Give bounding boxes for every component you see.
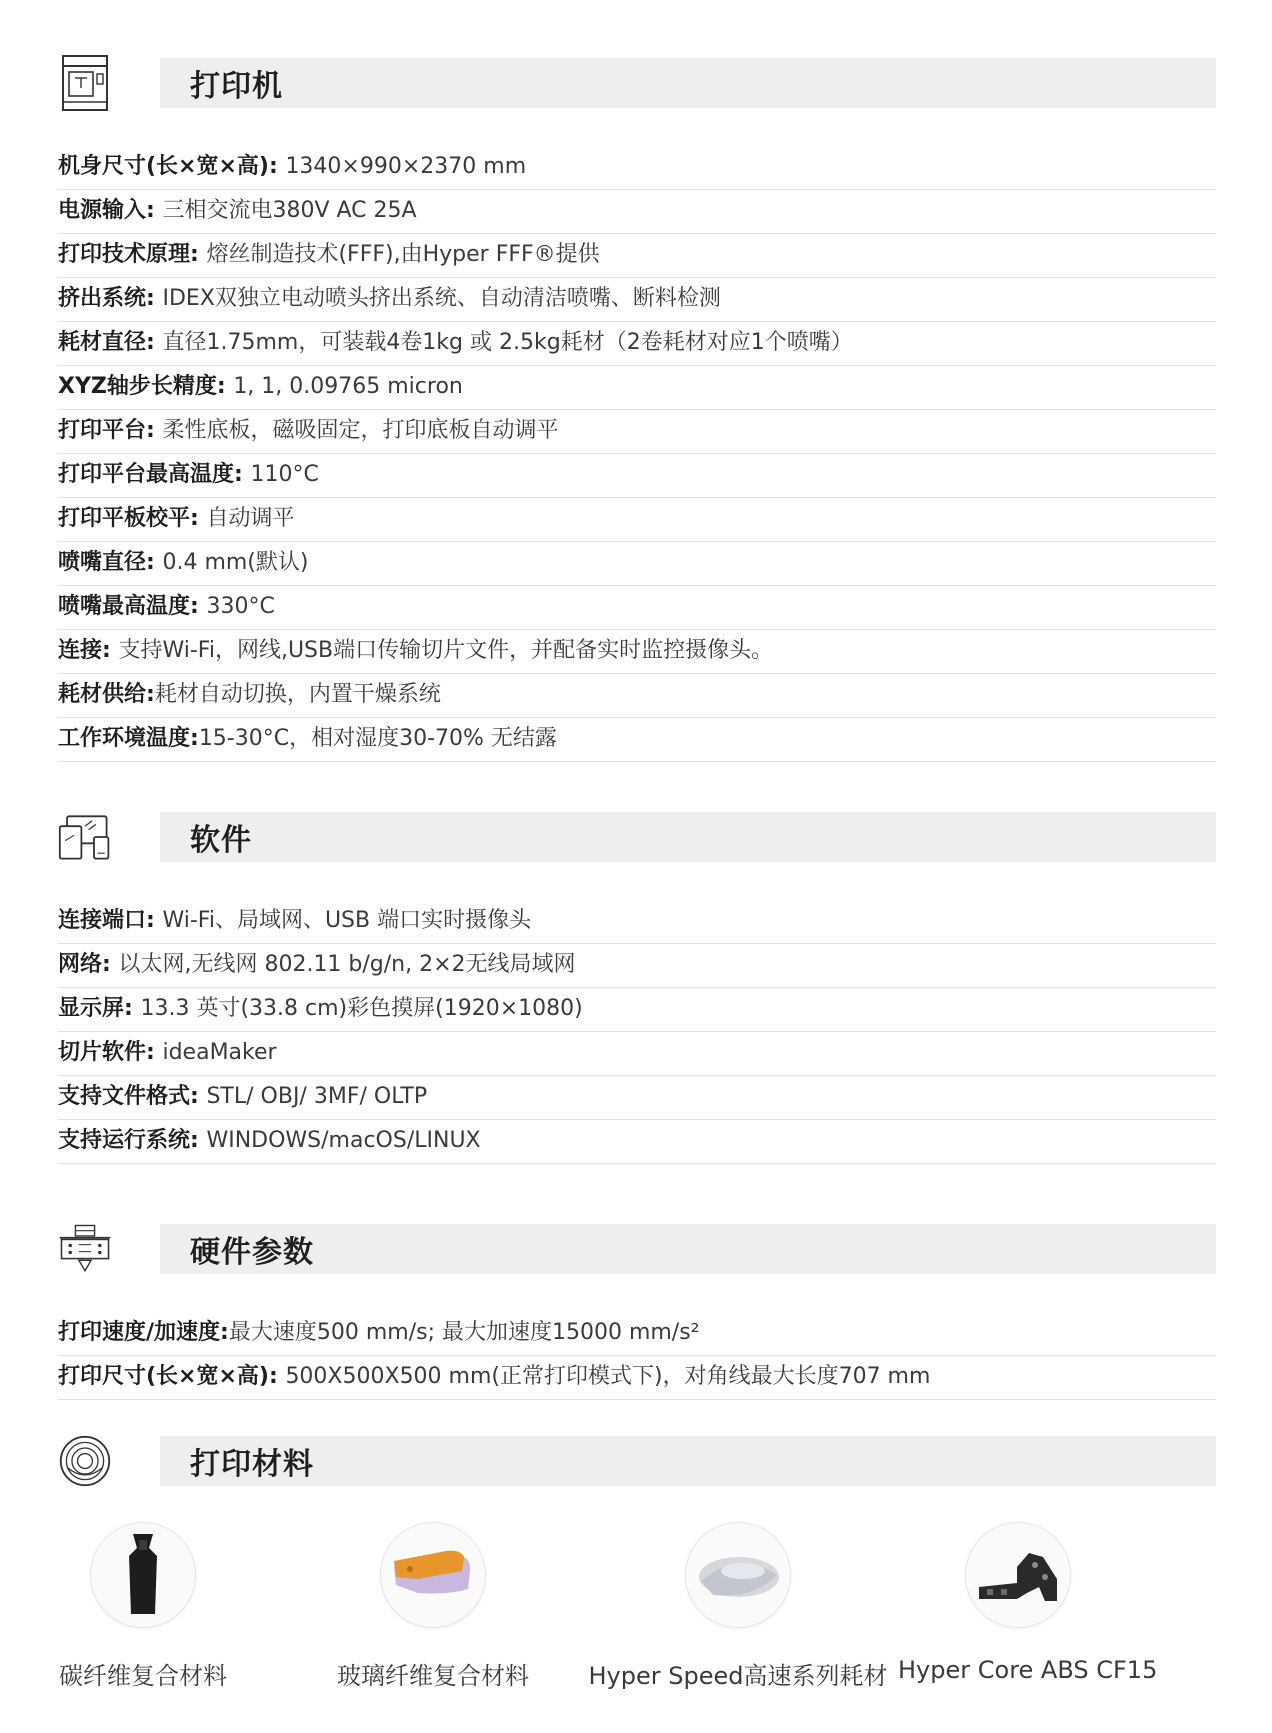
material-label: Hyper Core ABS CF15 bbox=[898, 1656, 1158, 1684]
material-label: Hyper Speed高速系列耗材 bbox=[588, 1662, 888, 1690]
spec-label: 喷嘴最高温度: bbox=[58, 594, 207, 619]
print-head-icon bbox=[58, 1218, 112, 1280]
spec-value: 直径1.75mm，可装载4卷1kg 或 2.5kg耗材（2卷耗材对应1个喷嘴） bbox=[162, 330, 853, 355]
devices-icon bbox=[58, 806, 112, 868]
spec-value: 自动调平 bbox=[206, 506, 295, 531]
spec-label: XYZ轴步长精度: bbox=[58, 374, 234, 399]
section-title: 打印机 bbox=[190, 69, 283, 104]
section-hardware bbox=[58, 1218, 1216, 1400]
spec-value: 耗材自动切换，内置干燥系统 bbox=[154, 682, 441, 707]
spec-value: 1340×990×2370 mm bbox=[285, 154, 527, 179]
spec-label: 工作环境温度: bbox=[58, 726, 199, 751]
spec-row bbox=[58, 234, 1216, 278]
spec-row bbox=[58, 1312, 1216, 1356]
section-software bbox=[58, 806, 1216, 1164]
section-title-bar bbox=[160, 812, 1216, 862]
spec-value: 110°C bbox=[250, 462, 319, 487]
spec-row bbox=[58, 1032, 1216, 1076]
materials-gallery bbox=[58, 1522, 1158, 1692]
spec-value: 500X500X500 mm(正常打印模式下)，对角线最大长度707 mm bbox=[285, 1364, 931, 1389]
spec-row bbox=[58, 190, 1216, 234]
material-item bbox=[588, 1522, 888, 1691]
spec-row bbox=[58, 146, 1216, 190]
spec-row bbox=[58, 366, 1216, 410]
spec-value: 1, 1, 0.09765 micron bbox=[233, 374, 463, 399]
spec-value: 330°C bbox=[206, 594, 275, 619]
spec-value: ideaMaker bbox=[162, 1040, 277, 1065]
spec-label: 支持文件格式: bbox=[58, 1084, 207, 1109]
section-title: 打印材料 bbox=[190, 1447, 314, 1482]
spec-value: IDEX双独立电动喷头挤出系统、自动清洁喷嘴、断料检测 bbox=[162, 286, 721, 311]
section-header bbox=[58, 806, 1216, 868]
spec-list bbox=[58, 900, 1216, 1164]
spec-row bbox=[58, 322, 1216, 366]
spec-row bbox=[58, 1076, 1216, 1120]
spec-value: STL/ OBJ/ 3MF/ OLTP bbox=[206, 1084, 428, 1109]
spec-row bbox=[58, 988, 1216, 1032]
spec-row bbox=[58, 498, 1216, 542]
spec-value: 最大速度500 mm/s; 最大加速度15000 mm/s² bbox=[228, 1320, 700, 1345]
spec-row bbox=[58, 278, 1216, 322]
material-label: 碳纤维复合材料 bbox=[59, 1662, 227, 1690]
spec-label: 连接端口: bbox=[58, 908, 163, 933]
section-title-bar bbox=[160, 1436, 1216, 1486]
spec-label: 机身尺寸(长×宽×高): bbox=[58, 154, 286, 179]
material-label: 玻璃纤维复合材料 bbox=[337, 1662, 529, 1690]
section-title: 硬件参数 bbox=[190, 1235, 314, 1270]
section-header bbox=[58, 52, 1216, 114]
mouse-shell-part-icon bbox=[685, 1522, 791, 1628]
spec-label: 打印技术原理: bbox=[58, 242, 207, 267]
spec-value: 柔性底板，磁吸固定，打印底板自动调平 bbox=[162, 418, 559, 443]
bracket-part-icon bbox=[965, 1522, 1071, 1628]
spec-row bbox=[58, 900, 1216, 944]
glass-fiber-part-icon bbox=[380, 1522, 486, 1628]
spec-row bbox=[58, 630, 1216, 674]
spec-row bbox=[58, 454, 1216, 498]
spec-label: 打印平台: bbox=[58, 418, 163, 443]
material-item bbox=[58, 1522, 228, 1691]
spec-row bbox=[58, 1120, 1216, 1164]
carbon-fiber-part-icon bbox=[90, 1522, 196, 1628]
spec-row bbox=[58, 944, 1216, 988]
spec-value: 以太网,无线网 802.11 b/g/n, 2×2无线局域网 bbox=[118, 952, 576, 977]
spec-label: 连接: bbox=[58, 638, 119, 663]
section-title-bar bbox=[160, 58, 1216, 108]
spec-label: 支持运行系统: bbox=[58, 1128, 207, 1153]
spec-row bbox=[58, 1356, 1216, 1400]
section-title-bar bbox=[160, 1224, 1216, 1274]
spec-row bbox=[58, 718, 1216, 762]
spec-label: 打印平台最高温度: bbox=[58, 462, 251, 487]
spec-label: 显示屏: bbox=[58, 996, 141, 1021]
spec-row bbox=[58, 586, 1216, 630]
spec-value: WINDOWS/macOS/LINUX bbox=[206, 1128, 481, 1153]
spec-value: 15-30°C，相对湿度30-70% 无结露 bbox=[198, 726, 557, 751]
spec-label: 打印速度/加速度: bbox=[58, 1320, 229, 1345]
spec-label: 耗材供给: bbox=[58, 682, 155, 707]
spec-label: 网络: bbox=[58, 952, 119, 977]
spec-value: 支持Wi-Fi，网线,USB端口传输切片文件，并配备实时监控摄像头。 bbox=[118, 638, 774, 663]
spec-value: Wi-Fi、局域网、USB 端口实时摄像头 bbox=[162, 908, 532, 933]
spec-label: 打印尺寸(长×宽×高): bbox=[58, 1364, 286, 1389]
material-item bbox=[328, 1522, 538, 1691]
section-header bbox=[58, 1430, 1216, 1492]
spec-value: 熔丝制造技术(FFF),由Hyper FFF®提供 bbox=[206, 242, 600, 267]
spec-list bbox=[58, 1312, 1216, 1400]
spec-list bbox=[58, 146, 1216, 762]
printer-icon bbox=[58, 52, 112, 114]
spec-row bbox=[58, 674, 1216, 718]
spec-value: 0.4 mm(默认) bbox=[162, 550, 309, 575]
spec-value: 13.3 英寸(33.8 cm)彩色摸屏(1920×1080) bbox=[140, 996, 583, 1021]
section-printer bbox=[58, 52, 1216, 762]
spec-label: 打印平板校平: bbox=[58, 506, 207, 531]
section-materials bbox=[58, 1430, 1216, 1492]
spec-label: 切片软件: bbox=[58, 1040, 163, 1065]
filament-spool-icon bbox=[58, 1430, 112, 1492]
spec-label: 喷嘴直径: bbox=[58, 550, 163, 575]
section-header bbox=[58, 1218, 1216, 1280]
spec-value: 三相交流电380V AC 25A bbox=[162, 198, 417, 223]
spec-row bbox=[58, 542, 1216, 586]
material-item bbox=[898, 1522, 1158, 1684]
section-title: 软件 bbox=[190, 823, 252, 858]
spec-label: 电源输入: bbox=[58, 198, 163, 223]
spec-row bbox=[58, 410, 1216, 454]
spec-label: 挤出系统: bbox=[58, 286, 163, 311]
spec-label: 耗材直径: bbox=[58, 330, 163, 355]
